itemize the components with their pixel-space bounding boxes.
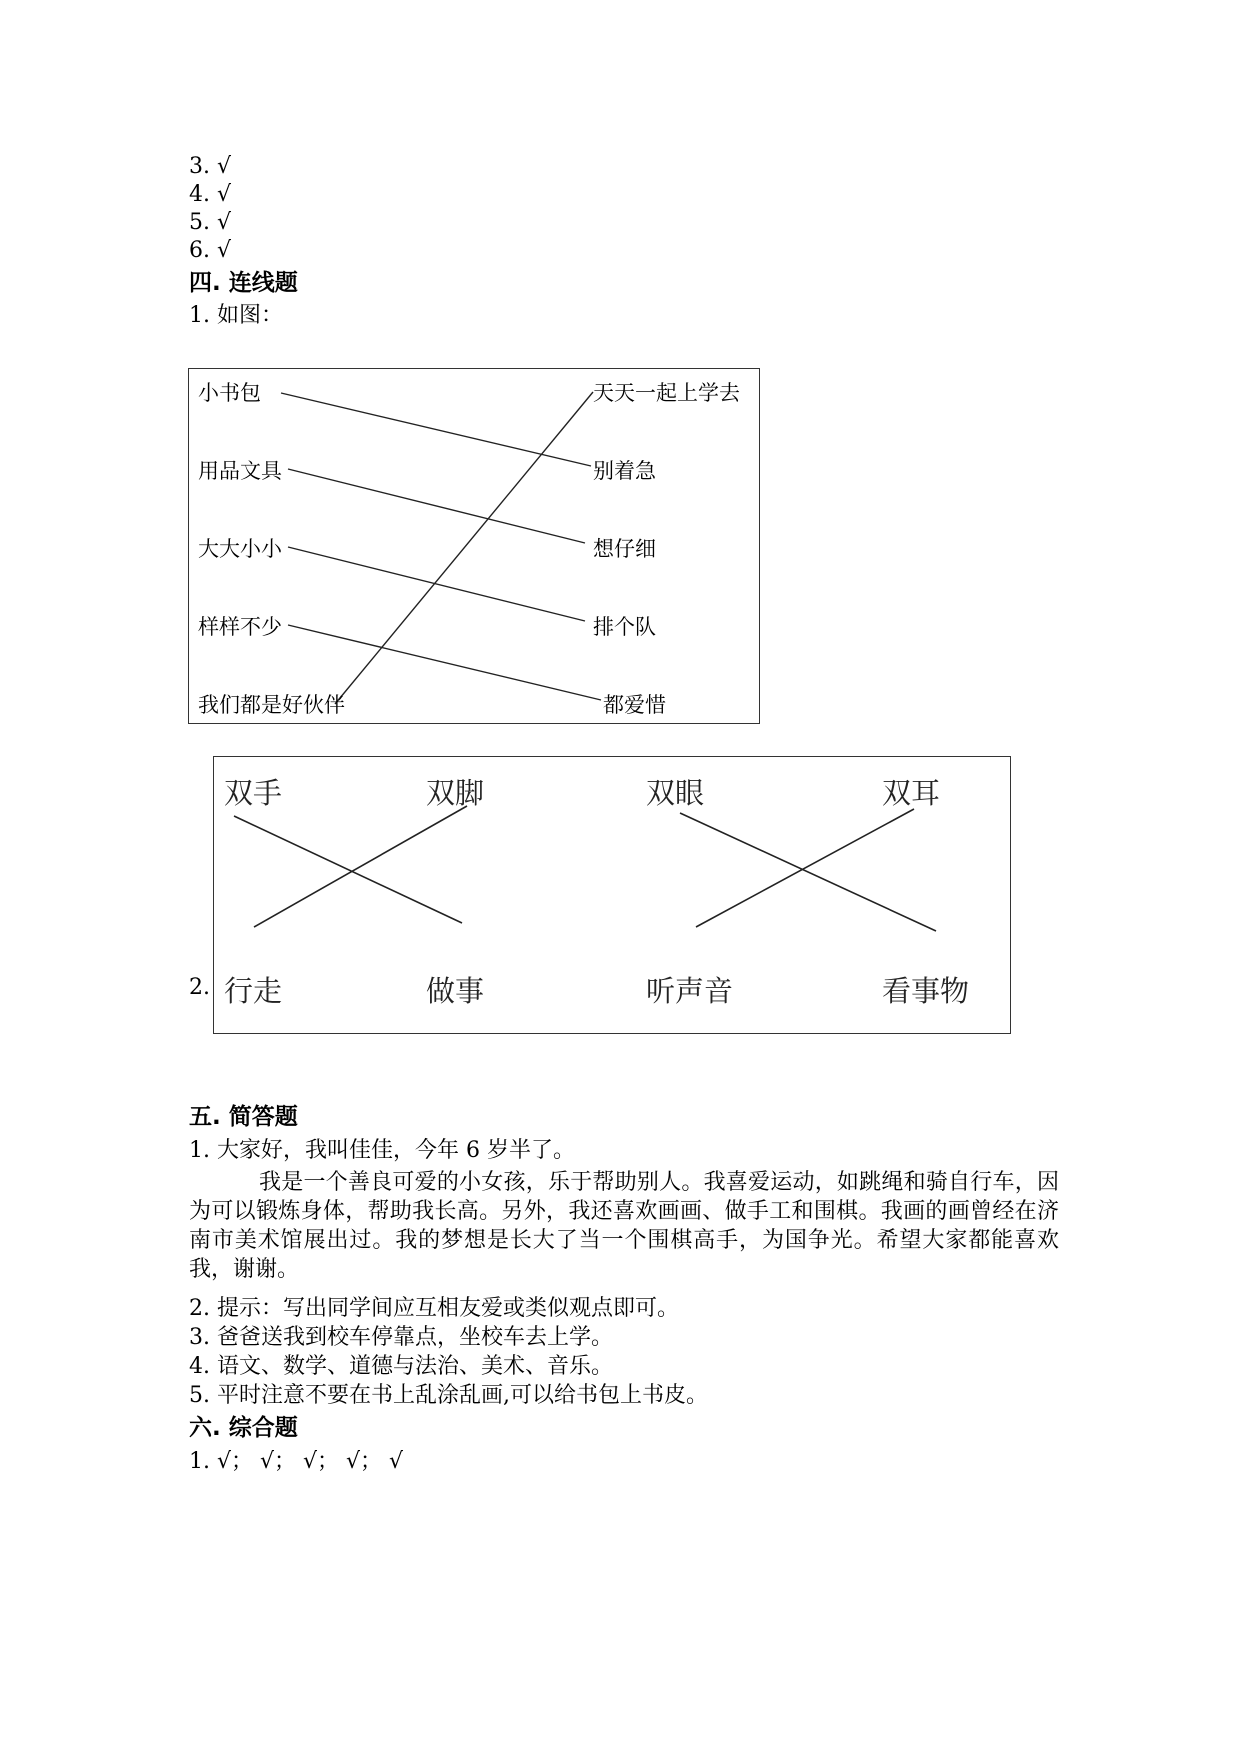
section-heading-short-answer: 五. 简答题 — [189, 1104, 298, 1130]
left-item-2: 用品文具 — [198, 459, 282, 483]
comprehensive-answer-1: 1. √； √； √； √； √ — [189, 1449, 404, 1474]
function-4: 看事物 — [882, 974, 970, 1008]
right-item-4: 排个队 — [593, 615, 656, 639]
answer-3: 3. √ — [189, 154, 232, 179]
left-item-1: 小书包 — [198, 381, 261, 405]
function-2: 做事 — [426, 974, 485, 1008]
body-part-3: 双眼 — [646, 776, 705, 810]
short-answer-5: 5. 平时注意不要在书上乱涂乱画,可以给书包上书皮。 — [189, 1383, 708, 1408]
question-1-label: 1. 如图： — [189, 303, 283, 328]
answer-6: 6. √ — [189, 238, 232, 263]
left-item-4: 样样不少 — [198, 615, 282, 639]
body-part-1: 双手 — [224, 776, 283, 810]
right-item-2: 别着急 — [593, 459, 656, 483]
right-item-3: 想仔细 — [593, 537, 656, 561]
question-2-label: 2. — [189, 975, 210, 1000]
answer-5: 5. √ — [189, 210, 232, 235]
section-heading-comprehensive: 六. 综合题 — [189, 1415, 298, 1441]
answer-4: 4. √ — [189, 182, 232, 207]
matching-figure-2 — [213, 756, 1011, 1034]
section-heading-matching: 四. 连线题 — [189, 270, 298, 296]
short-answer-1-body: 我是一个善良可爱的小女孩，乐于帮助别人。我喜爱运动，如跳绳和骑自行车，因为可以锻炼身体，帮助我长高。另外，我还喜欢画画、做手工和围棋。我画的画曾经在济南市美术馆展出过。我的梦想是长大了当一个围棋高手，为国争光。希望大家都能喜欢我，谢谢。 — [189, 1170, 1059, 1282]
matching-figure-1 — [188, 368, 760, 724]
right-item-1: 天天一起上学去 — [593, 381, 740, 405]
short-answer-2: 2. 提示：写出同学间应互相友爱或类似观点即可。 — [189, 1296, 679, 1321]
short-answer-3: 3. 爸爸送我到校车停靠点，坐校车去上学。 — [189, 1325, 613, 1350]
short-answer-4: 4. 语文、数学、道德与法治、美术、音乐。 — [189, 1354, 613, 1379]
body-part-4: 双耳 — [882, 776, 941, 810]
left-item-5: 我们都是好伙伴 — [198, 693, 345, 717]
right-item-5: 都爱惜 — [603, 693, 666, 717]
function-1: 行走 — [224, 974, 283, 1008]
body-part-2: 双脚 — [426, 776, 485, 810]
short-answer-1-title: 1. 大家好，我叫佳佳，今年 6 岁半了。 — [189, 1138, 575, 1163]
left-item-3: 大大小小 — [198, 537, 282, 561]
function-3: 听声音 — [646, 974, 734, 1008]
